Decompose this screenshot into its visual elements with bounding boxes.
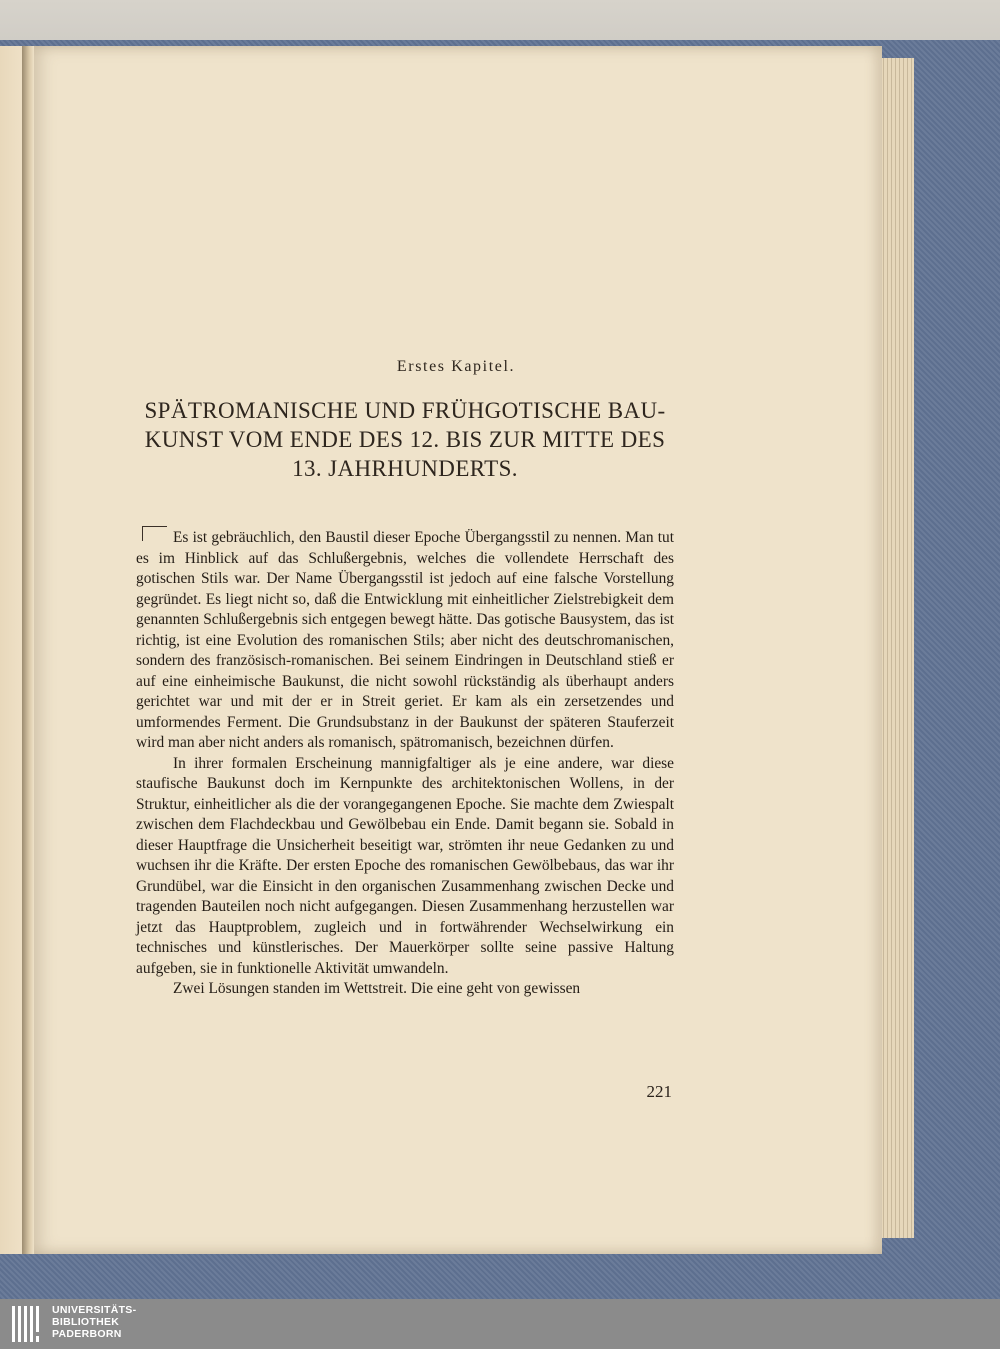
paragraph: Es ist gebräuchlich, den Baustil dieser Epoche Übergangsstil zu nennen. Man tut es im Hinblick auf das Schlußergebnis, welches die vollendete Herrschaft des gotischen Stils war. Der Name Übergangsstil ist jedoch auf eine falsche Vorstellung gegründet. Es liegt nicht so, daß die Entwicklung mit einheitlicher Zielstrebigkeit dem genannten Schlußergebnis sich entgegen bewegt hätte. Das gotische Bausystem, das ist richtig, ist eine Evolution des romanischen Stils; aber nicht des deutschromanischen, sondern des französisch-romanischen. Bei seinem Eindringen in Deutschland stieß er auf eine einheimische Baukunst, die nicht sowohl rückständig als überhaupt anders gerichtet war und mit der er in Streit geriet. Er kam als ein zersetzendes und umformendes Ferment. Die Grundsubstanz in der Baukunst der späteren Stauferzeit wird man aber nicht anders als romanisch, spätromanisch, bezeichnen dürfen. (136, 529, 674, 751)
book-page (30, 46, 882, 1254)
paragraph: Zwei Lösungen standen im Wettstreit. Die eine geht von gewissen (173, 980, 581, 997)
library-logo-icon (12, 1306, 46, 1342)
book-gutter (22, 46, 34, 1254)
chapter-title-line: KUNST VOM ENDE DES 12. BIS ZUR MITTE DES (144, 427, 666, 452)
chapter-label: Erstes Kapitel. (396, 358, 516, 375)
page-number: 221 (646, 1082, 672, 1101)
body-text (136, 528, 674, 1000)
library-name-line: BIBLIOTHEK (52, 1316, 120, 1328)
chapter-title (133, 396, 677, 483)
library-name-line: PADERBORN (52, 1328, 122, 1340)
chapter-title-line: 13. JAHRHUNDERTS. (292, 456, 518, 481)
library-footer (0, 1299, 1000, 1349)
library-name-line: UNIVERSITÄTS- (52, 1304, 137, 1316)
paragraph: In ihrer formalen Erscheinung mannigfaltiger als je eine andere, war diese staufische Baukunst doch im Kernpunkte des architektonischen Wollens, in der Struktur, einheitlicher als die der vorangegangenen Epoche. Sie machte dem Zwiespalt zwischen dem Flachdeckbau und Gewölbebau ein Ende. Damit begann sie. Sobald in dieser Hauptfrage die Unsicherheit beseitigt war, strömten ihr neue Gedanken zu und wuchsen ihr die Kräfte. Der ersten Epoche des romanischen Gewölbebaus, das war ihr Grundübel, war die Einsicht in den organischen Zusammenhang zwischen Decke und tragenden Bauteilen noch nicht aufgegangen. Diesen Zusammenhang herzustellen war jetzt das Hauptproblem, zugleich und in fortwährender Wechselwirkung ein technisches und künstlerisches. Der Mauerkörper sollte seine passive Haltung aufgeben, sie in funktionelle Aktivität umwandeln. (136, 754, 674, 977)
chapter-title-line: SPÄTROMANISCHE UND FRÜHGOTISCHE BAU- (144, 398, 666, 423)
library-name (52, 1304, 136, 1340)
